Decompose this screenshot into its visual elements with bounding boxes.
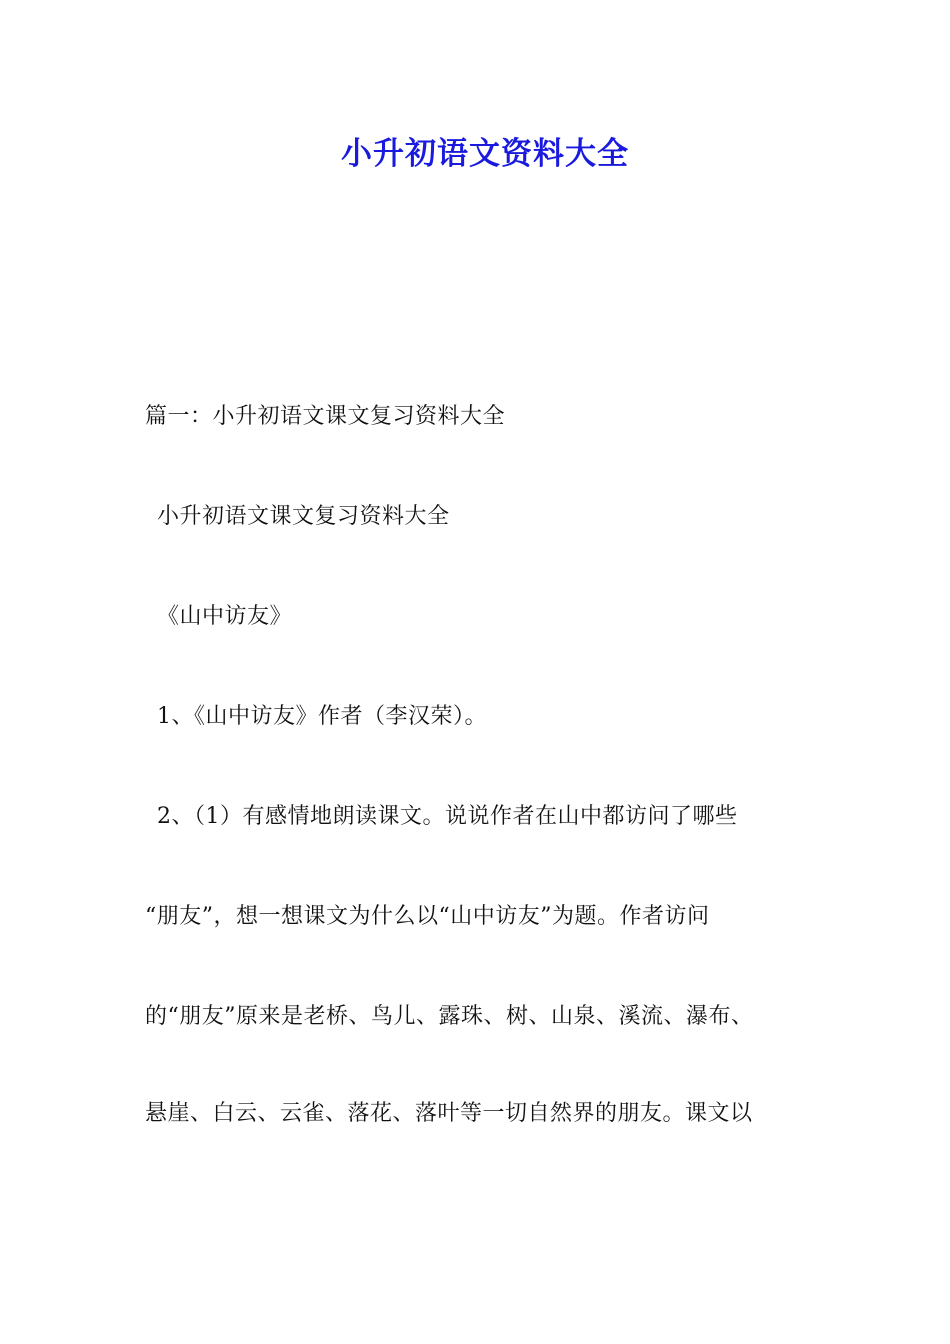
- subtitle-line: 小升初语文课文复习资料大全: [157, 504, 450, 529]
- paragraph-line: 2、（1）有感情地朗读课文。说说作者在山中都访问了哪些: [157, 804, 738, 829]
- paragraph-line: 的“朋友”原来是老桥、鸟儿、露珠、树、山泉、溪流、瀑布、: [145, 1004, 754, 1029]
- lesson-title: 《山中访友》: [157, 604, 293, 629]
- paragraph-line: 悬崖、白云、云雀、落花、落叶等一切自然界的朋友。课文以: [145, 1101, 753, 1126]
- document-title: 小升初语文资料大全: [341, 136, 629, 172]
- paragraph-line: “朋友”，想一想课文为什么以“山中访友”为题。作者访问: [145, 904, 710, 929]
- paragraph-line: 1、《山中访友》作者（李汉荣）。: [157, 704, 487, 729]
- section-heading: 篇一：小升初语文课文复习资料大全: [145, 404, 506, 429]
